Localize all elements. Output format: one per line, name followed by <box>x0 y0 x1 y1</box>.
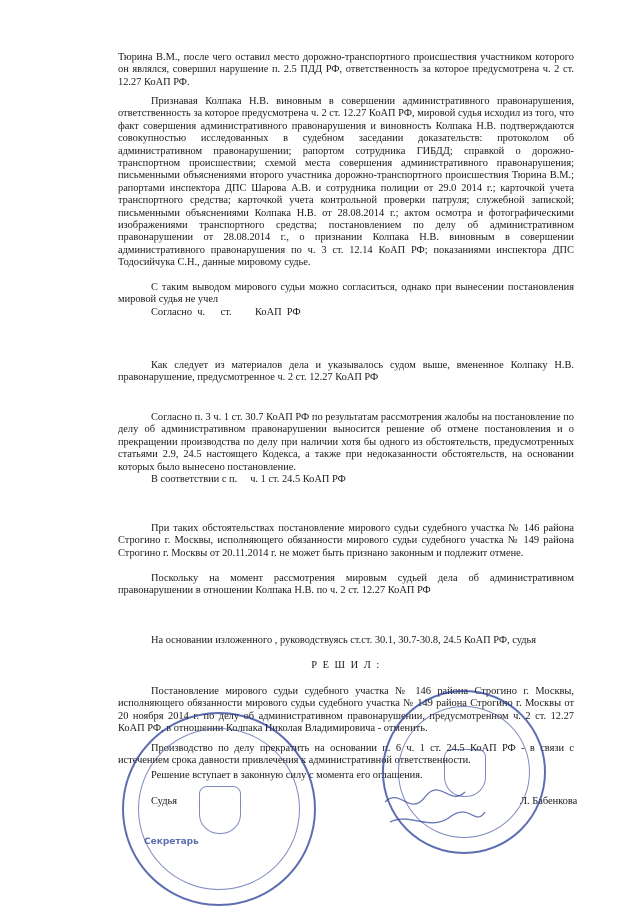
decision-heading: Р Е Ш И Л : <box>311 660 381 671</box>
paragraph-6: Согласно п. 3 ч. 1 ст. 30.7 КоАП РФ по результатам рассмотрения жалобы на постановление по делу об административном правонарушении выносится решение об отмене постановления и о прекращении производства по делу при наличии хотя бы одного из обстоятельств, предусмотренных статьями 2.9, 24.5 настоящего Кодекса, а также при недоказанности обстоятельств, на основании которых было вынесено постановление. <box>118 412 574 473</box>
paragraph-11: Постановление мирового судьи судебного участка № 146 района Строгино г. Москвы, исполняющего обязанности мирового судьи судебного участка № 149 района Строгино г. Москвы от 20 ноября 2014 г. по делу об административном правонарушении, предусмотренном ч. 2 ст. 12.27 КоАП РФ, в отношении Колпака Николая Владимировича - отменить. <box>118 686 574 735</box>
paragraph-3: С таким выводом мирового судьи можно согласиться, однако при вынесении постановления мировой судья не учел <box>118 282 574 306</box>
handwritten-signature <box>380 782 490 852</box>
signature-name: Л. Бабенкова <box>520 796 578 807</box>
secretary-label: Секретарь <box>144 837 199 847</box>
paragraph-9: Поскольку на момент рассмотрения мировым судьей дела об административном правонарушении в отношении Колпака Н.В. по ч. 2 ст. 12.27 КоАП РФ <box>118 573 574 597</box>
paragraph-10: На основании изложенного , руководствуясь ст.ст. 30.1, 30.7-30.8, 24.5 КоАП РФ, судья <box>151 635 537 646</box>
emblem-icon <box>199 786 241 834</box>
paragraph-4: Согласно ч. ст. КоАП РФ <box>151 307 301 318</box>
paragraph-2: Признавая Колпака Н.В. виновным в совершении административного правонарушения, ответственность за которое предусмотрена ч. 2 ст. 12.27 КоАП РФ, мировой судья исходил из того, что факт совершения административного правонарушения и виновность Колпака Н.В. подтверждаются совокупностью исследованных в судебном заседании доказательств: протоколом об административном правонарушении; рапортом сотрудника ГИБДД; справкой о дорожно-транспортном происшествии; схемой места совершения административного правонарушения; письменными объяснениями второго участника дорожно-транспортного происшествия Тюрина В.М.; рапортами инспектора ДПС Шарова А.В. и сотрудника полиции от 29.0 2014 г.; карточкой учета транспортного средства; карточкой учета контрольной проверки патруля; служебной запиской; письменными объяснениями Колпака Н.В. от 28.08.2014 г.; актом осмотра и фотографическими изображениями транспортного средства; постановлением по делу об административном правонарушении от 28.08.2014 г., о признании Колпака Н.В. виновным в совершении административного правонарушения по ч. 3 ст. 12.14 КоАП РФ; показаниями инспектора ДПС Тодосийчука С.Н., данные мировому судье. <box>118 96 574 269</box>
paragraph-13: Решение вступает в законную силу с момента его оглашения. <box>151 770 423 781</box>
paragraph-1: Тюрина В.М., после чего оставил место дорожно-транспортного происшествия участником которого он являлся, совершил нарушение п. 2.5 ПДД РФ, ответственность за которое предусмотрена ч. 2 ст. 12.27 КоАП РФ. <box>118 52 574 88</box>
signature-label: Судья <box>151 796 178 807</box>
court-seal-left <box>122 712 316 906</box>
paragraph-12: Производство по делу прекратить на основании п. 6 ч. 1 ст. 24.5 КоАП РФ - в связи с истечением срока давности привлечения к административной ответственности. <box>118 743 574 767</box>
paragraph-7: В соответствии с п. ч. 1 ст. 24.5 КоАП РФ <box>151 474 346 485</box>
paragraph-5: Как следует из материалов дела и указывалось судом выше, вмененное Колпаку Н.В. правонарушение, предусмотренное ч. 2 ст. 12.27 КоАП РФ <box>118 360 574 384</box>
paragraph-8: При таких обстоятельствах постановление мирового судьи судебного участка № 146 района Строгино г. Москвы, исполняющего обязанности мирового судьи судебного участка № 149 района Строгино г. Москвы от 20.11.2014 г. не может быть признано законным и подлежит отмене. <box>118 523 574 559</box>
